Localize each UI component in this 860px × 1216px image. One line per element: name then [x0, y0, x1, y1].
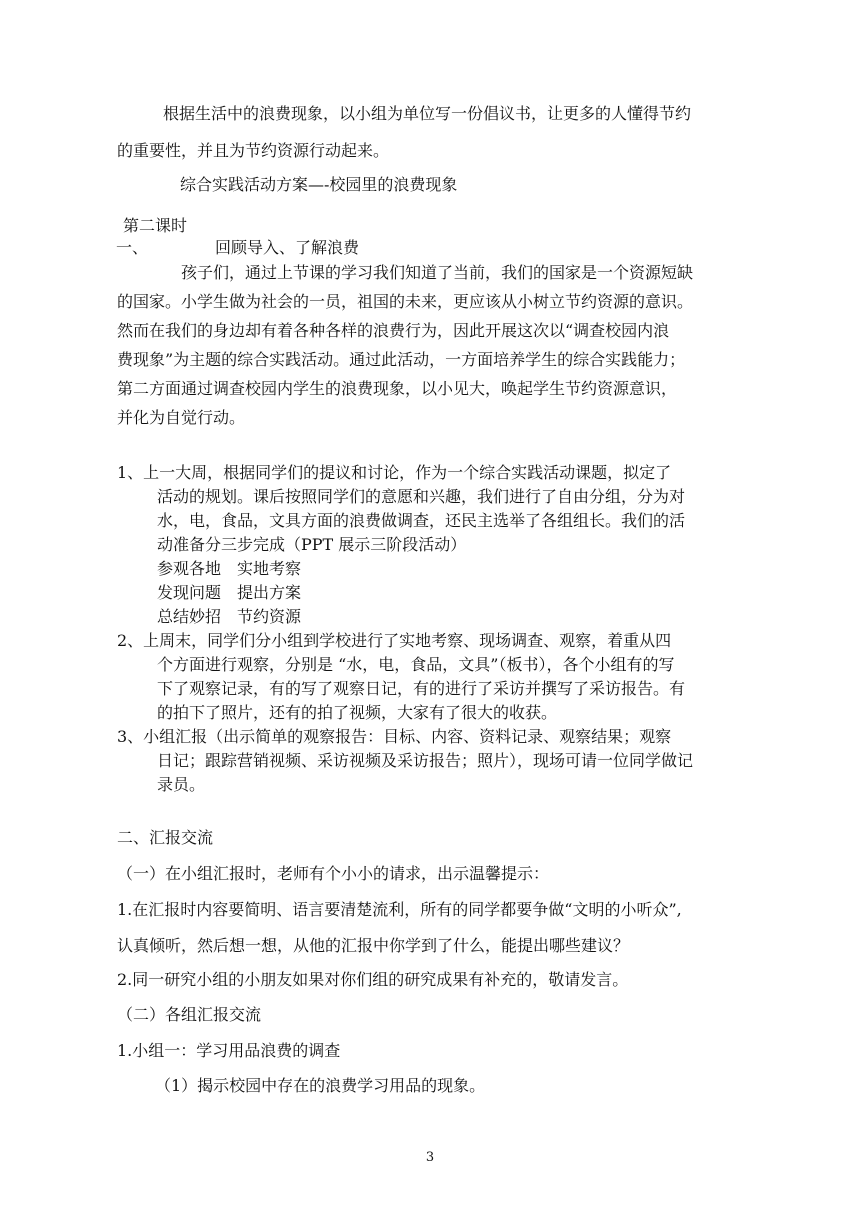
- para1-line-4: 费现象”为主题的综合实践活动。通过此活动，一方面培养学生的综合实践能力；: [117, 350, 686, 369]
- section-1-title: 回顾导入、了解浪费: [215, 238, 360, 257]
- item2-line-1: 2、上周末，同学们分小组到学校进行了实地考察、现场调查、观察，着重从四: [117, 631, 672, 650]
- para1-line-2: 的国家。小学生做为社会的一员，祖国的未来，更应该从小树立节约资源的意识。: [117, 292, 694, 311]
- subsection-2: （二）各组汇报交流: [117, 1005, 262, 1024]
- intro-line-2: 的重要性，并且为节约资源行动起来。: [117, 141, 390, 160]
- stage-1: 参观各地 实地考察: [157, 559, 302, 578]
- item2-line-3: 下了观察记录，有的写了观察日记，有的进行了采访并撰写了采访报告。有: [157, 679, 686, 698]
- item3-line-3: 录员。: [157, 775, 206, 794]
- item2-line-2: 个方面进行观察，分别是 “水，电，食品，文具”（板书），各个小组有的写: [157, 655, 675, 674]
- para1-line-3: 然而在我们的身边却有着各种各样的浪费行为，因此开展这次以“调查校园内浪: [117, 321, 670, 340]
- section-1-number: 一、: [116, 238, 149, 257]
- tip-2: 2.同一研究小组的小朋友如果对你们组的研究成果有补充的，敬请发言。: [117, 970, 629, 989]
- group-1-heading: 1.小组一：学习用品浪费的调查: [117, 1041, 341, 1060]
- item1-line-3: 水，电，食品，文具方面的浪费做调查，还民主选举了各组组长。我们的活: [157, 511, 686, 530]
- group-1-point: （1）揭示校园中存在的浪费学习用品的现象。: [155, 1076, 486, 1095]
- plan-title: 综合实践活动方案—-校园里的浪费现象: [180, 175, 458, 194]
- subsection-1: （一）在小组汇报时，老师有个小小的请求，出示温馨提示：: [117, 864, 550, 883]
- intro-line-1: 根据生活中的浪费现象，以小组为单位写一份倡议书，让更多的人懂得节约: [163, 104, 692, 123]
- stage-2: 发现问题 提出方案: [157, 583, 302, 602]
- tip-1-line-1: 1.在汇报时内容要简明、语言要清楚流利，所有的同学都要争做“文明的小听众”,: [117, 900, 682, 919]
- item3-line-1: 3、小组汇报（出示简单的观察报告：目标、内容、资料记录、观察结果；观察: [117, 727, 672, 746]
- para1-line-1: 孩子们，通过上节课的学习我们知道了当前，我们的国家是一个资源短缺: [181, 263, 694, 282]
- para1-line-5: 第二方面通过调查校园内学生的浪费现象，以小见大，唤起学生节约资源意识，: [117, 379, 678, 398]
- item1-line-2: 活动的规划。课后按照同学们的意愿和兴趣，我们进行了自由分组，分为对: [157, 487, 686, 506]
- item3-line-2: 日记；跟踪营销视频、采访视频及采访报告；照片），现场可请一位同学做记: [157, 751, 694, 770]
- page-number: 3: [425, 1150, 435, 1165]
- section-2-heading: 二、汇报交流: [117, 828, 214, 847]
- para1-line-6: 并化为自觉行动。: [117, 408, 246, 427]
- item1-line-4: 动准备分三步完成（PPT 展示三阶段活动）: [157, 535, 467, 554]
- tip-1-line-2: 认真倾听，然后想一想，从他的汇报中你学到了什么，能提出哪些建议？: [117, 936, 630, 955]
- item1-line-1: 1、上一大周，根据同学们的提议和讨论，作为一个综合实践活动课题，拟定了: [117, 463, 672, 482]
- lesson-heading: 第二课时: [123, 216, 188, 235]
- stage-3: 总结妙招 节约资源: [157, 607, 302, 626]
- item2-line-4: 的拍下了照片，还有的拍了视频，大家有了很大的收获。: [157, 703, 558, 722]
